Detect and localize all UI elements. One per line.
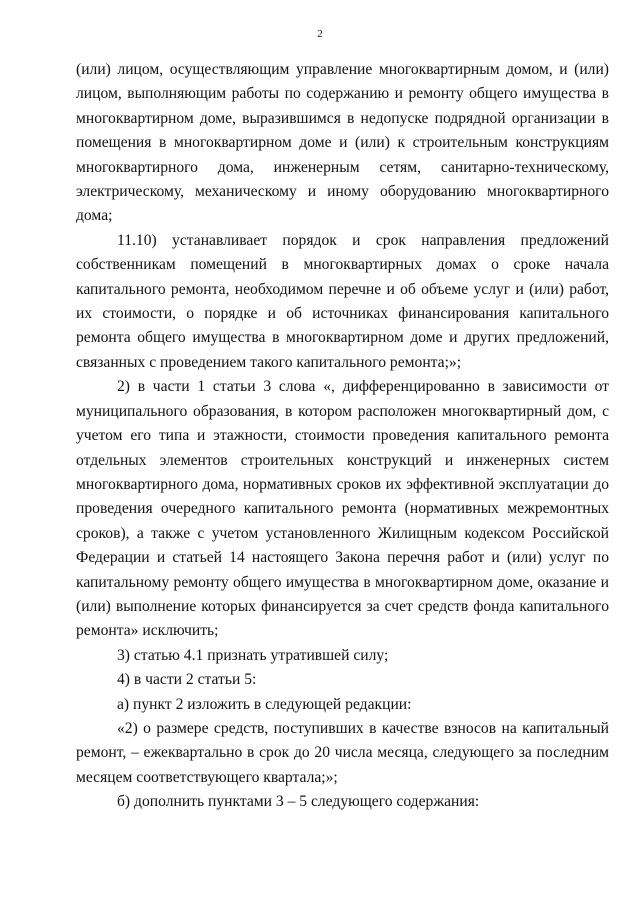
paragraph-item-2: 2) в части 1 статьи 3 слова «, дифференцированно в зависимости от муниципального образования, в котором расположен многоквартирный дом, с учетом его типа и этажности, стоимости проведения капитального ремонта отдельных элементов строительных конструкций и инженерных систем многоквартирного дома, нормативных сроков их эффективной эксплуатации до проведения очередного капитального ремонта (нормативных межремонтных сроков), а также с учетом установленного Жилищным кодексом Российской Федерации и статьей 14 настоящего Закона перечня работ и (или) услуг по капитальному ремонту общего имущества в многоквартирном доме, оказание и (или) выполнение которых финансируется за счет средств фонда капитального ремонта» исключить; [76, 378, 609, 640]
paragraph-subitem-a: а) пункт 2 изложить в следующей редакции: [117, 695, 412, 713]
paragraph-subitem-b: б) дополнить пунктами 3 – 5 следующего содержания: [117, 793, 480, 811]
paragraph-item-3: 3) статью 4.1 признать утратившей силу; [117, 646, 389, 664]
paragraph-item-4: 4) в части 2 статьи 5: [117, 671, 257, 689]
document-body [76, 58, 609, 815]
paragraph-item-11-10: 11.10) устанавливает порядок и срок направления предложений собственникам помещений в многоквартирных домах о сроке начала капитального ремонта, необходимом перечне и об объеме услуг и (или) работ, их стоимости, о порядке и об источниках финансирования капитального ремонта общего имущества в многоквартирном доме и других предложений, связанных с проведением такого капитального ремонта;»; [76, 231, 609, 371]
paragraph-continuation: (или) лицом, осуществляющим управление многоквартирным домом, и (или) лицом, выполняющим работы по содержанию и ремонту общего имущества в многоквартирном доме, выразившимся в недопуске подрядной организации в помещения в многоквартирном доме и (или) к строительным конструкциям многоквартирного дома, инженерным сетям, санитарно-техническому, электрическому, механическому и иному оборудованию многоквартирного дома; [76, 61, 609, 225]
paragraph-quoted-item-2: «2) о размере средств, поступивших в качестве взносов на капитальный ремонт, – ежеквартально в срок до 20 числа месяца, следующего за последним месяцем соответствующего квартала;»; [76, 719, 609, 786]
page-number: 2 [317, 28, 323, 40]
